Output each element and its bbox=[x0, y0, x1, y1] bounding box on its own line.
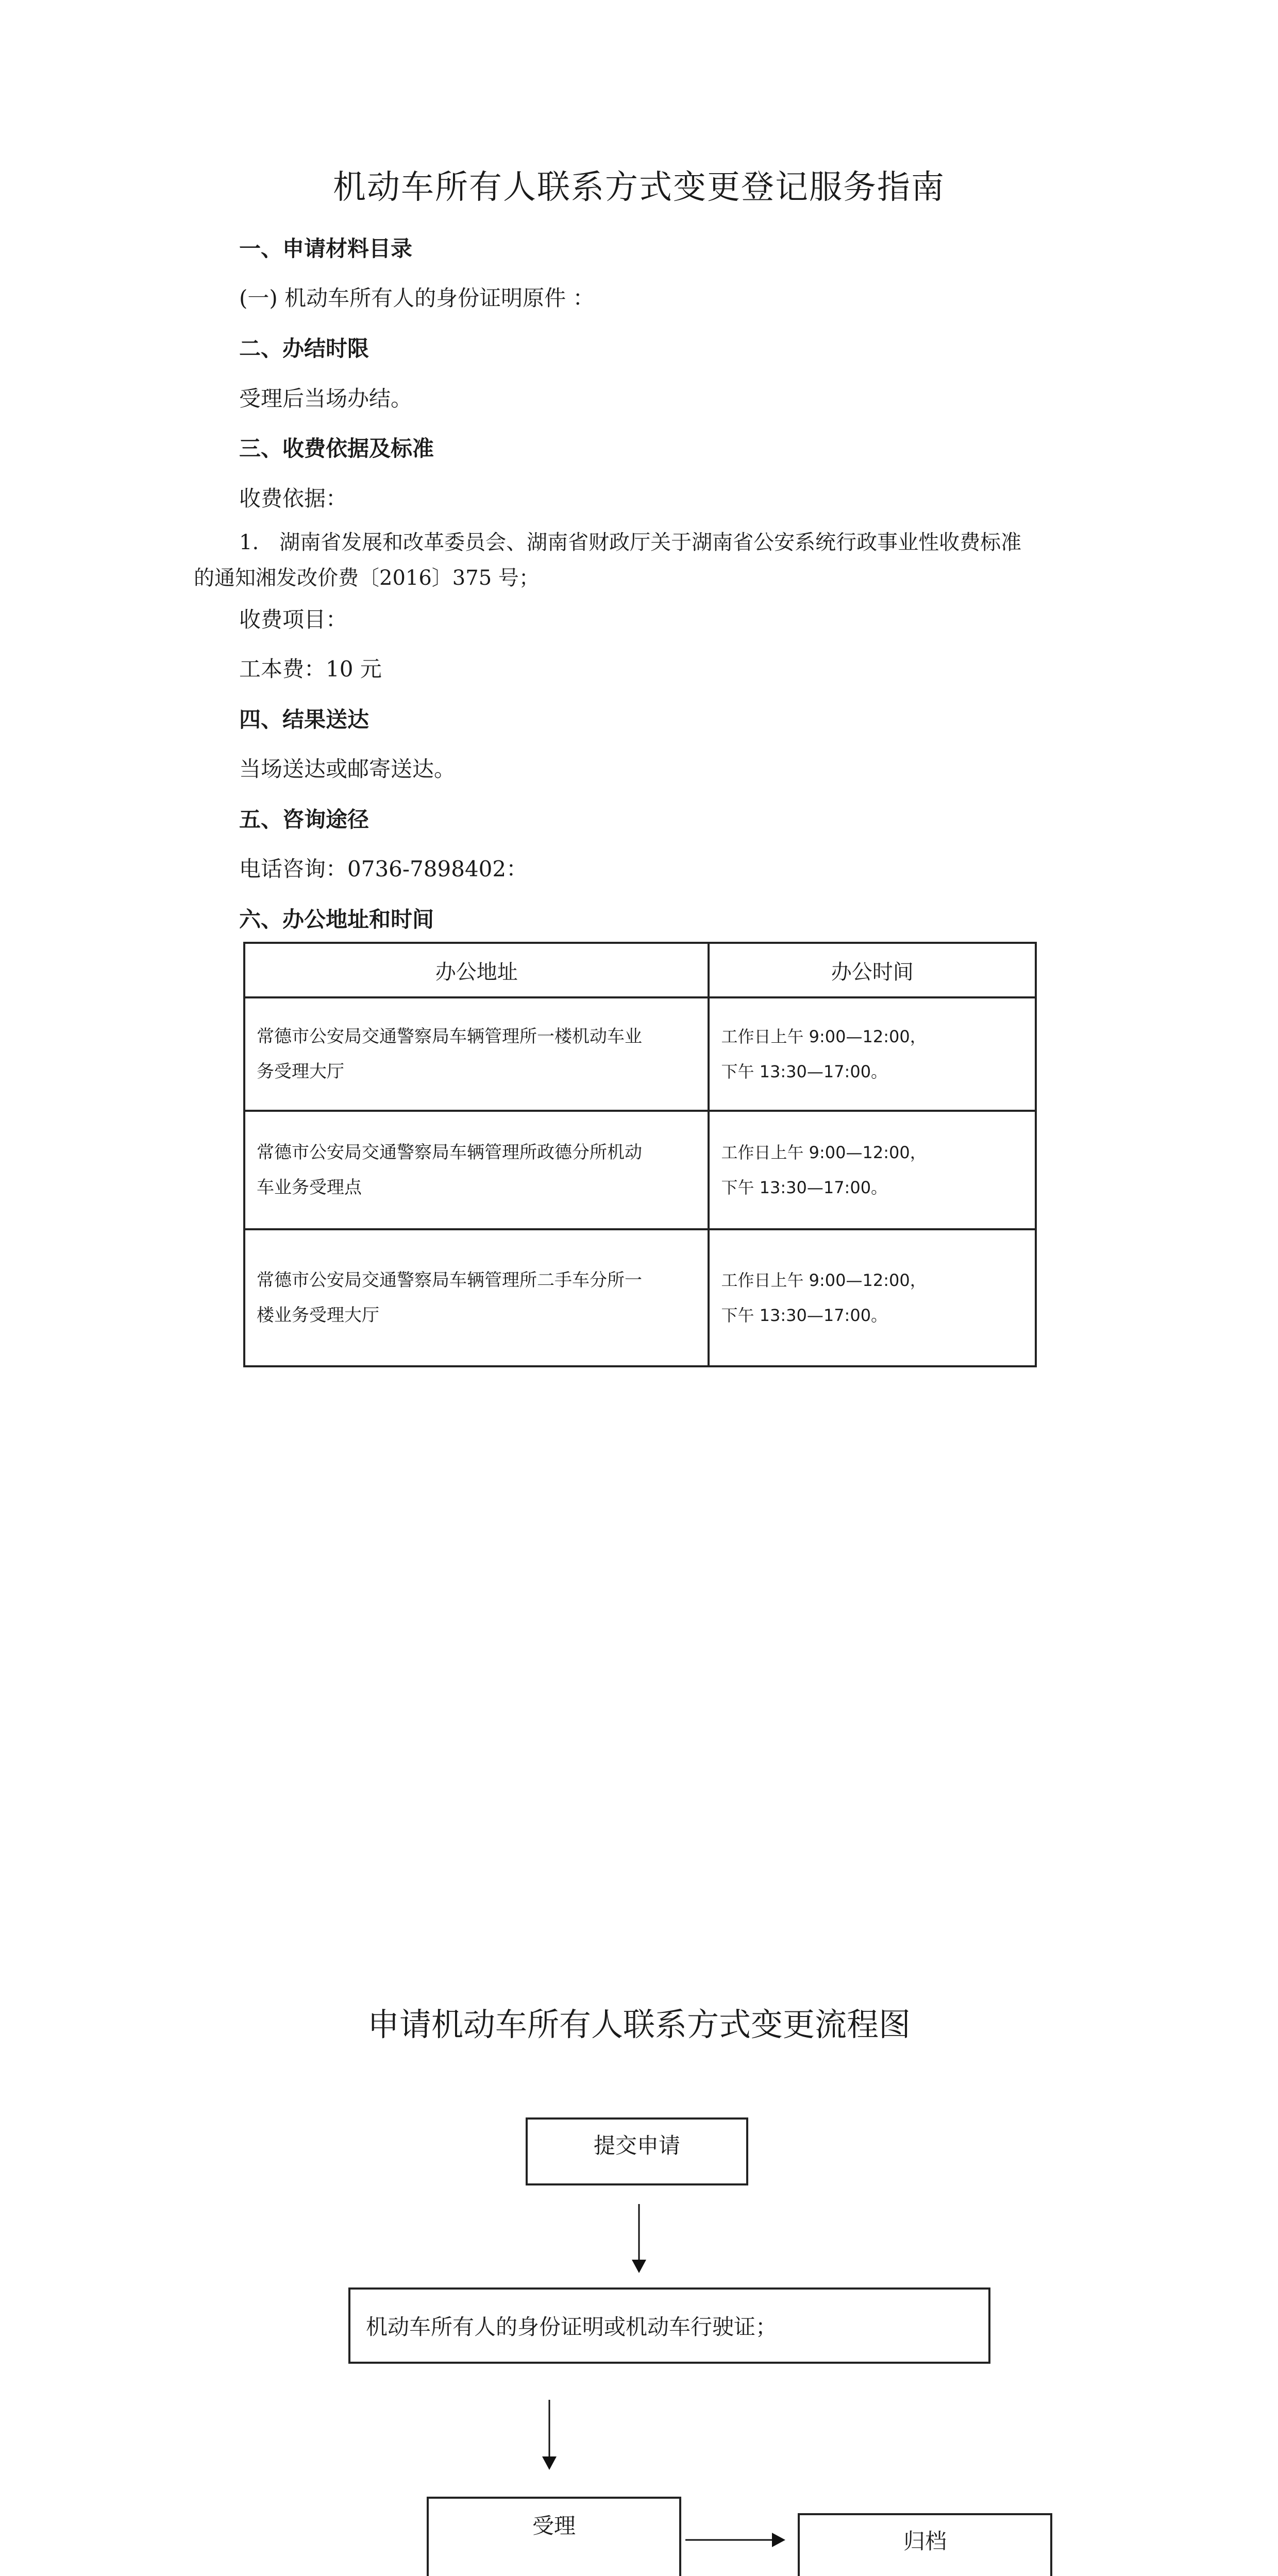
flow-step-label: 提交申请 bbox=[593, 2133, 680, 2158]
section-heading-materials: 一、申请材料目录 bbox=[239, 236, 413, 261]
address-line: 常德市公安局交通警察局车辆管理所一楼机动车业 bbox=[257, 1026, 642, 1047]
fee-basis-label: 收费依据： bbox=[239, 486, 348, 511]
address-line: 楼业务受理大厅 bbox=[257, 1305, 379, 1326]
page-title: 机动车所有人联系方式变更登记服务指南 bbox=[333, 168, 945, 207]
hours-line: 工作日上午 9:00—12:00， bbox=[721, 1270, 927, 1290]
hours-line: 工作日上午 9:00—12:00， bbox=[721, 1143, 927, 1162]
flowchart-title: 申请机动车所有人联系方式变更流程图 bbox=[367, 2006, 911, 2043]
hours-line: 下午 13:30—17:00。 bbox=[721, 1178, 888, 1197]
materials-item: (一) 机动车所有人的身份证明原件 ： bbox=[239, 285, 595, 311]
address-line: 常德市公安局交通警察局车辆管理所二手车分所一 bbox=[257, 1270, 642, 1291]
flow-step-label: 受理 bbox=[532, 2513, 576, 2538]
section-heading-time-limit: 二、办结时限 bbox=[239, 336, 369, 361]
fee-basis-line-2: 的通知湘发改价费〔2016〕375 号； bbox=[194, 566, 540, 590]
address-line: 车业务受理点 bbox=[257, 1177, 362, 1198]
arrow-accept-to-archive bbox=[685, 2533, 785, 2547]
arrow-materials-to-accept bbox=[542, 2400, 557, 2470]
table-header-time: 办公时间 bbox=[709, 943, 1036, 997]
fee-amount: 工本费：10 元 bbox=[239, 656, 382, 682]
fee-items-label: 收费项目： bbox=[239, 607, 348, 632]
fee-basis-line-1: 1. 湖南省发展和改革委员会、湖南省财政厅关于湖南省公安系统行政事业性收费标准 bbox=[239, 531, 1022, 554]
hours-line: 下午 13:30—17:00。 bbox=[721, 1062, 888, 1081]
address-line: 务受理大厅 bbox=[257, 1061, 344, 1082]
address-line: 常德市公安局交通警察局车辆管理所政德分所机动 bbox=[257, 1142, 642, 1163]
time-limit-text: 受理后当场办结。 bbox=[239, 386, 413, 411]
delivery-text: 当场送达或邮寄送达。 bbox=[239, 756, 456, 782]
flow-step-label: 归档 bbox=[903, 2529, 947, 2554]
table-header-address: 办公地址 bbox=[244, 943, 709, 997]
hours-line: 下午 13:30—17:00。 bbox=[721, 1306, 888, 1325]
arrow-submit-to-materials bbox=[632, 2204, 646, 2273]
section-heading-delivery: 四、结果送达 bbox=[239, 707, 369, 732]
section-heading-office: 六、办公地址和时间 bbox=[239, 907, 434, 932]
hours-line: 工作日上午 9:00—12:00， bbox=[721, 1027, 927, 1046]
flow-step-label: 机动车所有人的身份证明或机动车行驶证； bbox=[366, 2314, 778, 2340]
section-heading-consult: 五、咨询途径 bbox=[239, 807, 369, 832]
consult-phone: 电话咨询：0736-7898402： bbox=[239, 856, 528, 882]
section-heading-fees: 三、收费依据及标准 bbox=[239, 436, 434, 461]
